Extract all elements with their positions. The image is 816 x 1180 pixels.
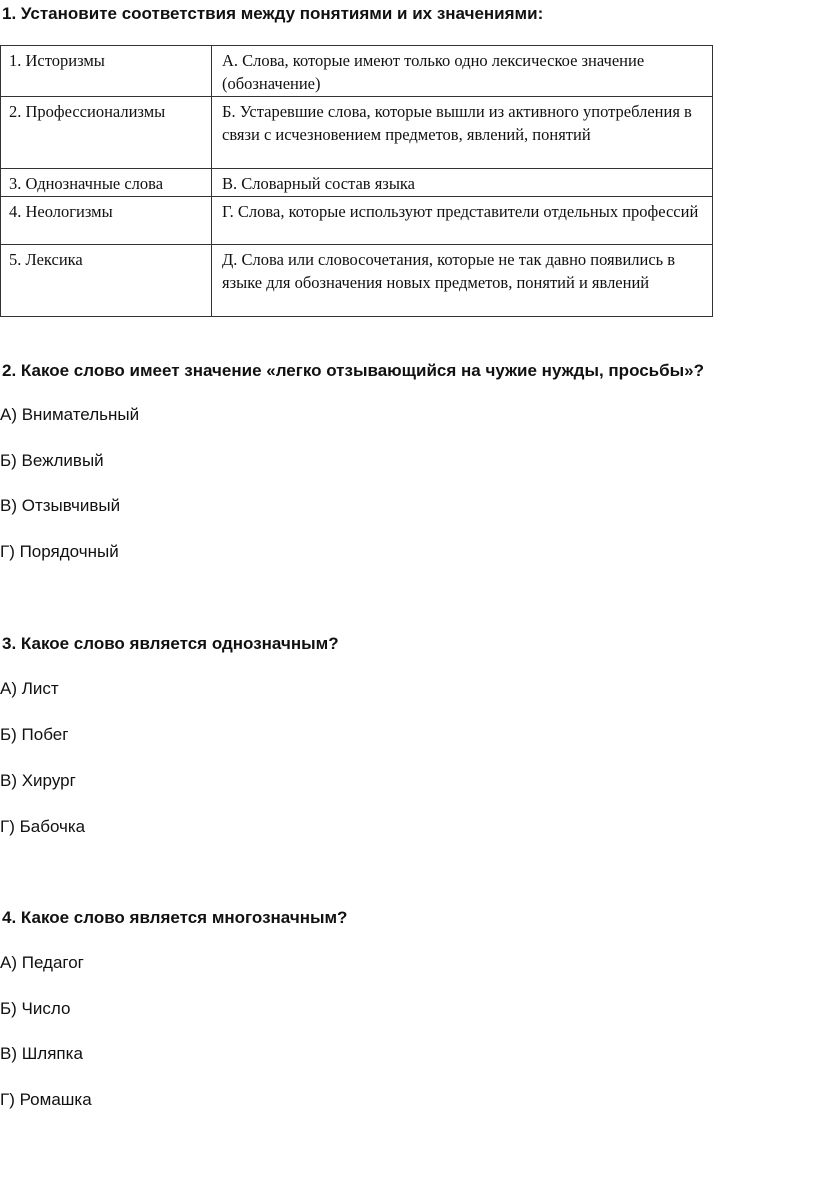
term-cell: 4. Неологизмы bbox=[1, 197, 212, 245]
answer-option: Г) Ромашка bbox=[0, 1090, 92, 1109]
answer-option: Г) Порядочный bbox=[0, 542, 119, 561]
matching-table bbox=[0, 45, 713, 317]
question-2-title: 2. Какое слово имеет значение «легко отзывающийся на чужие нужды, просьбы»? bbox=[2, 361, 704, 380]
answer-option: Б) Вежливый bbox=[0, 451, 104, 470]
answer-option: А) Внимательный bbox=[0, 405, 140, 424]
answer-option: Б) Число bbox=[0, 999, 71, 1018]
answer-option: Г) Бабочка bbox=[0, 817, 86, 836]
answer-option: В) Хирург bbox=[0, 771, 76, 790]
table-row bbox=[1, 169, 713, 197]
term-cell: 5. Лексика bbox=[1, 245, 212, 317]
table-row bbox=[1, 197, 713, 245]
question-3-title: 3. Какое слово является однозначным? bbox=[2, 634, 339, 653]
term-cell: 2. Профессионализмы bbox=[1, 97, 212, 169]
table-row bbox=[1, 46, 713, 97]
term-cell: 1. Историзмы bbox=[1, 46, 212, 97]
meaning-cell: Д. Слова или словосочетания, которые не так давно появились в языке для обозначения новых предметов, понятий и явлений bbox=[212, 245, 713, 317]
meaning-cell: Б. Устаревшие слова, которые вышли из активного употребления в связи с исчезновением предметов, явлений, понятий bbox=[212, 97, 713, 169]
answer-option: В) Шляпка bbox=[0, 1044, 83, 1063]
answer-option: А) Лист bbox=[0, 679, 59, 698]
answer-option: А) Педагог bbox=[0, 953, 84, 972]
term-cell: 3. Однозначные слова bbox=[1, 169, 212, 197]
meaning-cell: А. Слова, которые имеют только одно лексическое значение (обозначение) bbox=[212, 46, 713, 97]
table-row bbox=[1, 97, 713, 169]
question-4-title: 4. Какое слово является многозначным? bbox=[2, 908, 348, 927]
question-1-title: 1. Установите соответствия между понятиями и их значениями: bbox=[2, 4, 544, 23]
table-row bbox=[1, 245, 713, 317]
answer-option: В) Отзывчивый bbox=[0, 496, 121, 515]
meaning-cell: Г. Слова, которые используют представители отдельных профессий bbox=[212, 197, 713, 245]
meaning-cell: В. Словарный состав языка bbox=[212, 169, 713, 197]
answer-option: Б) Побег bbox=[0, 725, 69, 744]
